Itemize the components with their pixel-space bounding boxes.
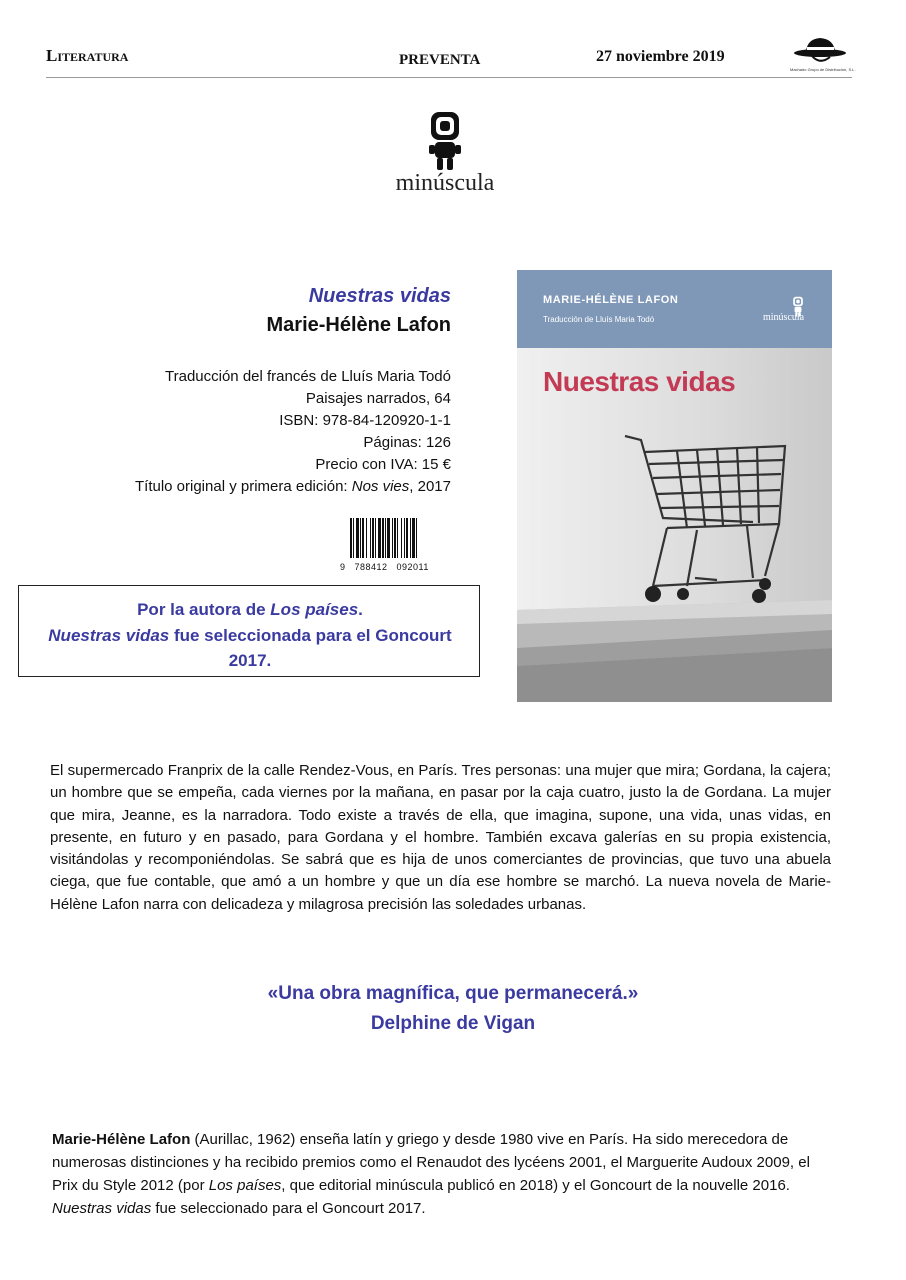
barcode-bar	[366, 518, 367, 558]
publisher-name: minúscula	[395, 170, 495, 196]
cover-author: MARIE-HÉLÈNE LAFON	[543, 294, 679, 306]
barcode-bar	[353, 518, 354, 558]
barcode-bar	[375, 518, 376, 558]
highlight-box	[18, 585, 480, 677]
barcode	[340, 518, 452, 570]
barcode-bar	[372, 518, 374, 558]
barcode-bar	[406, 518, 408, 558]
book-original-edition: Título original y primera edición: Nos vies, 2017	[134, 478, 451, 495]
synopsis: El supermercado Franprix de la calle Rendez-Vous, en París. Tres personas: una mujer que mira; Gordana, la cajera; un hombre que se empeña, cada viernes por la mañana, en pasar por la caja cuatro, justo la de Gordana. La mujer que mira, Jeanne, es la narradora. Todo existe a través de ella, que imagina, supone, una vida, unas vidas, en presente, en futuro y en pasado, para Gordana y el hombre. También excava galerías en su propia existencia, visitándolas y recomponiéndolas. Se sabrá que es hija de unos comerciantes de provincias, que tuvo una abuela ciega, que fue contable, que amó a un hombre y que un día ese hombre se marchó. La nueva novela de Marie-Hélène Lafon narra con delicadeza y milagrosa precisión las soledades urbanas.	[50, 762, 831, 913]
header-category: Literatura	[46, 46, 129, 65]
cover-translator: Traducción de Lluís Maria Todó	[543, 315, 655, 324]
barcode-bar	[397, 518, 398, 558]
highlight-line-3: 2017.	[228, 651, 272, 670]
bio-author-name: Marie-Hélène Lafon	[52, 1131, 191, 1148]
book-title: Nuestras vidas	[308, 285, 451, 307]
barcode-bar	[392, 518, 393, 558]
barcode-bar	[362, 518, 364, 558]
barcode-bar	[387, 518, 390, 558]
cover-title: Nuestras vidas	[543, 366, 736, 397]
book-author: Marie-Hélène Lafon	[266, 314, 451, 336]
cover-publisher: minúscula	[763, 312, 805, 323]
book-isbn: ISBN: 978-84-120920-1-1	[279, 412, 451, 429]
cover-band	[517, 270, 832, 348]
highlight-line-2: Nuestras vidas fue seleccionada para el Goncourt	[48, 626, 452, 645]
barcode-bar	[378, 518, 381, 558]
barcode-bar	[394, 518, 396, 558]
header-divider	[46, 77, 852, 78]
highlight-line-1: Por la autora de Los países.	[137, 600, 363, 619]
author-bio: Marie-Hélène Lafon (Aurillac, 1962) enseña latín y griego y desde 1980 vive en París. Ha sido merecedora de numerosas distinciones y ha recibido premios como el Renaudot des lycéens 2001, el Marguerite Audoux 2009, el Prix du Style 2012 (por Los países, que editorial minúscula publicó en 2018) y el Goncourt de la nouvelle 2016. Nuestras vidas fue seleccionado para el Goncourt 2017.	[52, 1131, 810, 1217]
distributor-logo	[790, 33, 856, 75]
barcode-bar	[360, 518, 361, 558]
header-status: PREVENTA	[399, 52, 481, 68]
barcode-bar	[382, 518, 384, 558]
book-collection: Paisajes narrados, 64	[305, 390, 451, 407]
book-price: Precio con IVA: 15 €	[315, 456, 451, 473]
barcode-bar	[350, 518, 352, 558]
barcode-bars	[340, 518, 452, 558]
barcode-bar	[410, 518, 411, 558]
barcode-bar	[370, 518, 371, 558]
barcode-digits: 9 788412 092011	[340, 562, 429, 572]
press-quote-author: Delphine de Vigan	[370, 1013, 536, 1034]
header-date: 27 noviembre 2019	[596, 48, 725, 65]
distributor-name: Machado Grupo de Distribución, S.L.	[790, 67, 856, 72]
book-cover	[517, 270, 832, 702]
barcode-bar	[416, 518, 417, 558]
barcode-bar	[401, 518, 402, 558]
barcode-bar	[404, 518, 405, 558]
book-pages: Páginas: 126	[363, 434, 451, 451]
shopping-cart-photo	[517, 348, 832, 702]
barcode-bar	[385, 518, 386, 558]
barcode-bar	[356, 518, 359, 558]
publisher-mascot-icon	[425, 110, 465, 174]
press-quote: «Una obra magnífica, que permanecerá.»	[267, 983, 639, 1004]
book-translation: Traducción del francés de Lluís Maria Todó	[165, 368, 451, 385]
barcode-bar	[412, 518, 415, 558]
hat-icon	[790, 33, 852, 69]
